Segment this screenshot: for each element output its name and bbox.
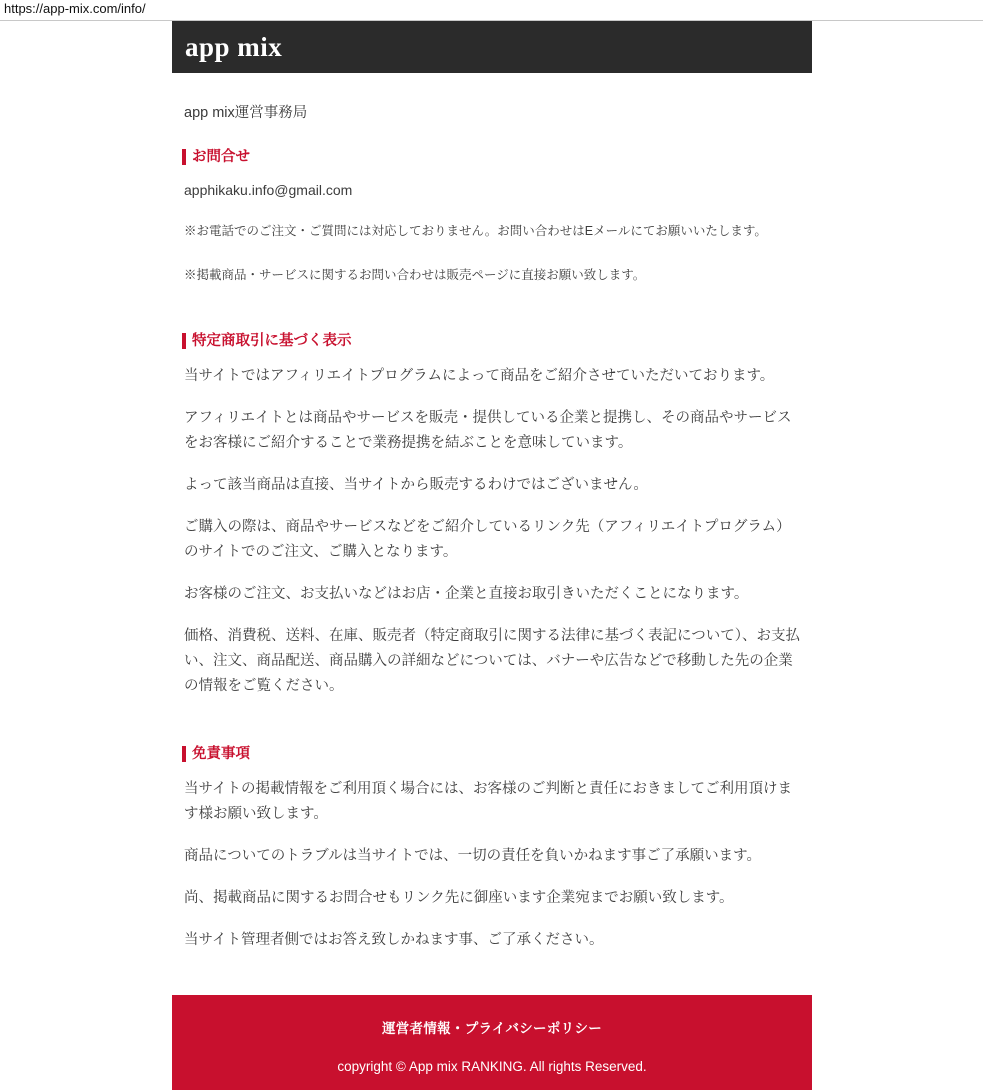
commerce-paragraph-5: お客様のご注文、お支払いなどはお店・企業と直接お取引きいただくことになります。: [184, 586, 749, 602]
browser-url-bar[interactable]: [0, 0, 983, 21]
section-heading-disclaimer: 免責事項: [180, 745, 804, 763]
organization-name: app mix運営事務局: [184, 105, 308, 121]
contact-email[interactable]: apphikaku.info@gmail.com: [184, 182, 353, 198]
section-heading-contact: お問合せ: [180, 148, 804, 166]
contact-note-1: ※お電話でのご注文・ご質問には対応しておりません。お問い合わせはEメールにてお願いいたします。: [184, 224, 767, 238]
disclaimer-paragraph-2: 商品についてのトラブルは当サイトでは、一切の責任を負いかねます事ご了承願います。: [184, 848, 761, 864]
commerce-paragraph-3: よって該当商品は直接、当サイトから販売するわけではございません。: [184, 477, 648, 493]
content-sheet: [172, 21, 812, 1090]
site-header: [172, 21, 812, 73]
commerce-paragraph-1: 当サイトではアフィリエイトプログラムによって商品をご紹介させていただいております。: [184, 368, 775, 384]
site-footer: [172, 995, 812, 1090]
main-content: [172, 101, 812, 953]
disclaimer-paragraph-4: 当サイト管理者側ではお答え致しかねます事、ご了承ください。: [184, 932, 604, 948]
disclaimer-paragraph-3: 尚、掲載商品に関するお問合せもリンク先に御座います企業宛までお願い致します。: [184, 890, 734, 906]
page-root: [0, 21, 983, 1090]
footer-copyright: copyright © App mix RANKING. All rights Reserved.: [337, 1059, 647, 1074]
url-text: https://app-mix.com/info/: [4, 1, 146, 16]
section-heading-commerce-law: 特定商取引に基づく表示: [180, 332, 804, 350]
commerce-paragraph-6: 価格、消費税、送料、在庫、販売者（特定商取引に関する法律に基づく表記について）、お支払い、注文、商品配送、商品購入の詳細などについては、バナーや広告などで移動した先の企業の情報をご覧ください。: [184, 628, 800, 694]
disclaimer-paragraph-1: 当サイトの掲載情報をご利用頂く場合には、お客様のご判断と責任におきましてご利用頂けます様お願い致します。: [184, 781, 792, 822]
site-logo-title[interactable]: app mix: [185, 31, 283, 62]
footer-link-privacy[interactable]: 運営者情報・プライバシーポリシー: [381, 1021, 603, 1036]
contact-note-2: ※掲載商品・サービスに関するお問い合わせは販売ページに直接お願い致します。: [184, 268, 646, 282]
commerce-paragraph-4: ご購入の際は、商品やサービスなどをご紹介しているリンク先（アフィリエイトプログラム）のサイトでのご注文、ご購入となります。: [184, 519, 791, 560]
commerce-paragraph-2: アフィリエイトとは商品やサービスを販売・提供している企業と提携し、その商品やサービスをお客様にご紹介することで業務提携を結ぶことを意味しています。: [184, 410, 792, 451]
